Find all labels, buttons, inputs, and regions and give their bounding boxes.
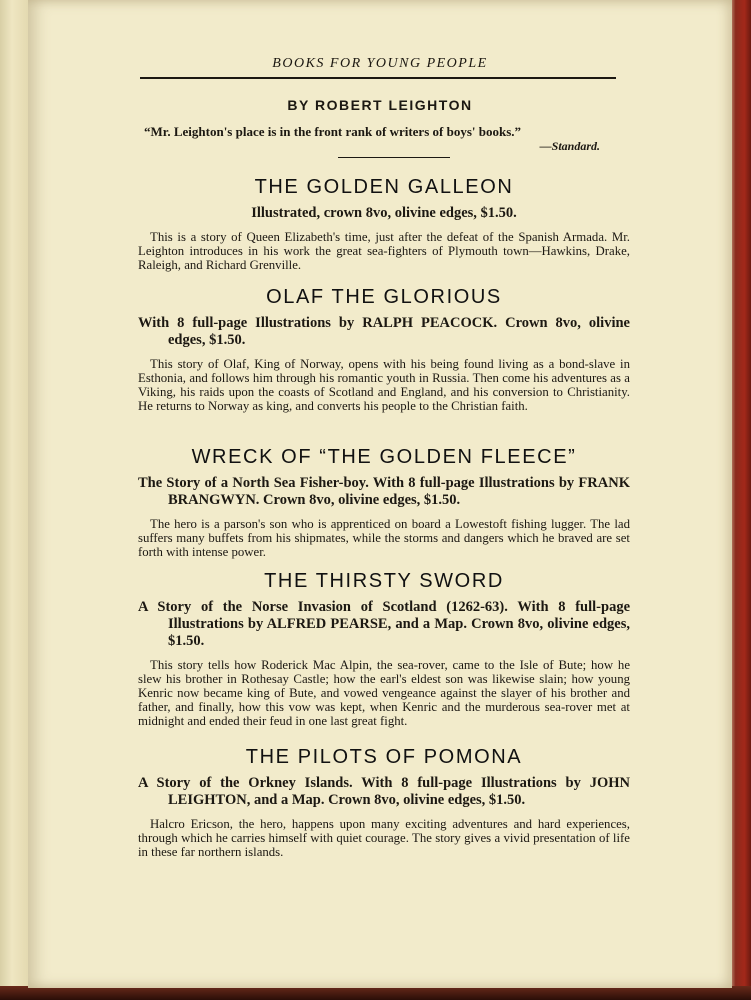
book-entry xyxy=(138,746,630,859)
book-description: With 8 full-page Illustrations by RALPH PEACOCK. Crown 8vo, olivine edges, $1.50. xyxy=(138,315,630,348)
book-blurb: The hero is a parson's son who is apprenticed on board a Lowestoft fishing lugger. The lad suffers many buffets from his shipmates, while the storms and dangers which he braved are set forth with intense power. xyxy=(138,517,630,559)
book-entry xyxy=(138,570,630,728)
book-title: THE THIRSTY SWORD xyxy=(264,570,504,592)
book-blurb: Halcro Ericson, the hero, happens upon many exciting adventures and hard experiences, through which he carries himself with quiet courage. The story gives a vivid presentation of life in these far northern islands. xyxy=(138,817,630,859)
book-title: OLAF THE GLORIOUS xyxy=(266,286,502,308)
book-description: Illustrated, crown 8vo, olivine edges, $1.50. xyxy=(251,205,517,221)
quote-text: “Mr. Leighton's place is in the front rank of writers of boys' books.” xyxy=(144,124,522,139)
book-page xyxy=(28,0,732,988)
book-description: A Story of the Norse Invasion of Scotland (1262-63). With 8 full-page Illustrations by ALFRED PEARSE, and a Map. Crown 8vo, olivine edges, $1.50. xyxy=(138,599,630,649)
quote-source: —Standard. xyxy=(539,139,600,153)
book-description: The Story of a North Sea Fisher-boy. With 8 full-page Illustrations by FRANK BRANGWYN. Crown 8vo, olivine edges, $1.50. xyxy=(138,475,630,508)
book-blurb: This story tells how Roderick Mac Alpin, the sea-rover, came to the Isle of Bute; how he slew his brother in Rothesay Castle; how the earl's eldest son was likewise slain; how young Kenric now became king of Bute, and vowed vengeance against the slayer of his brother and father, and finally, how this vow was kept, when Kenric and the murderous sea-rover met at midnight and ended their feud in one last great fight. xyxy=(138,658,630,728)
header-rule xyxy=(140,77,616,79)
book-title: WRECK OF “THE GOLDEN FLEECE” xyxy=(191,446,577,468)
running-head: BOOKS FOR YOUNG PEOPLE xyxy=(272,56,488,71)
book-entry xyxy=(138,286,630,413)
book-cover-edge xyxy=(729,0,751,1000)
book-blurb: This story of Olaf, King of Norway, opens with his being found living as a bond-slave in Esthonia, and follows him through his romantic youth in Russia. Then come his adventures as a Viking, his raids upon the coasts of Scotland and England, and his conversion to Christianity. He returns to Norway as king, and converts his people to the Christian faith. xyxy=(138,357,630,413)
book-description: A Story of the Orkney Islands. With 8 full-page Illustrations by JOHN LEIGHTON, and a Map. Crown 8vo, olivine edges, $1.50. xyxy=(138,775,630,808)
author-heading: BY ROBERT LEIGHTON xyxy=(287,97,473,113)
book-entry xyxy=(138,176,630,272)
book-title: THE PILOTS OF POMONA xyxy=(245,746,523,768)
book-blurb: This is a story of Queen Elizabeth's time, just after the defeat of the Spanish Armada. Mr. Leighton introduces in his work the great sea-fighters of Plymouth town—Hawkins, Drake, Raleigh, and Richard Grenville. xyxy=(138,230,630,272)
review-quote xyxy=(144,124,600,154)
book-title: THE GOLDEN GALLEON xyxy=(254,176,514,198)
book-binding-left xyxy=(0,0,30,1000)
book-entry xyxy=(138,446,630,559)
divider-rule xyxy=(338,157,450,158)
book-bottom-edge xyxy=(0,986,751,1000)
